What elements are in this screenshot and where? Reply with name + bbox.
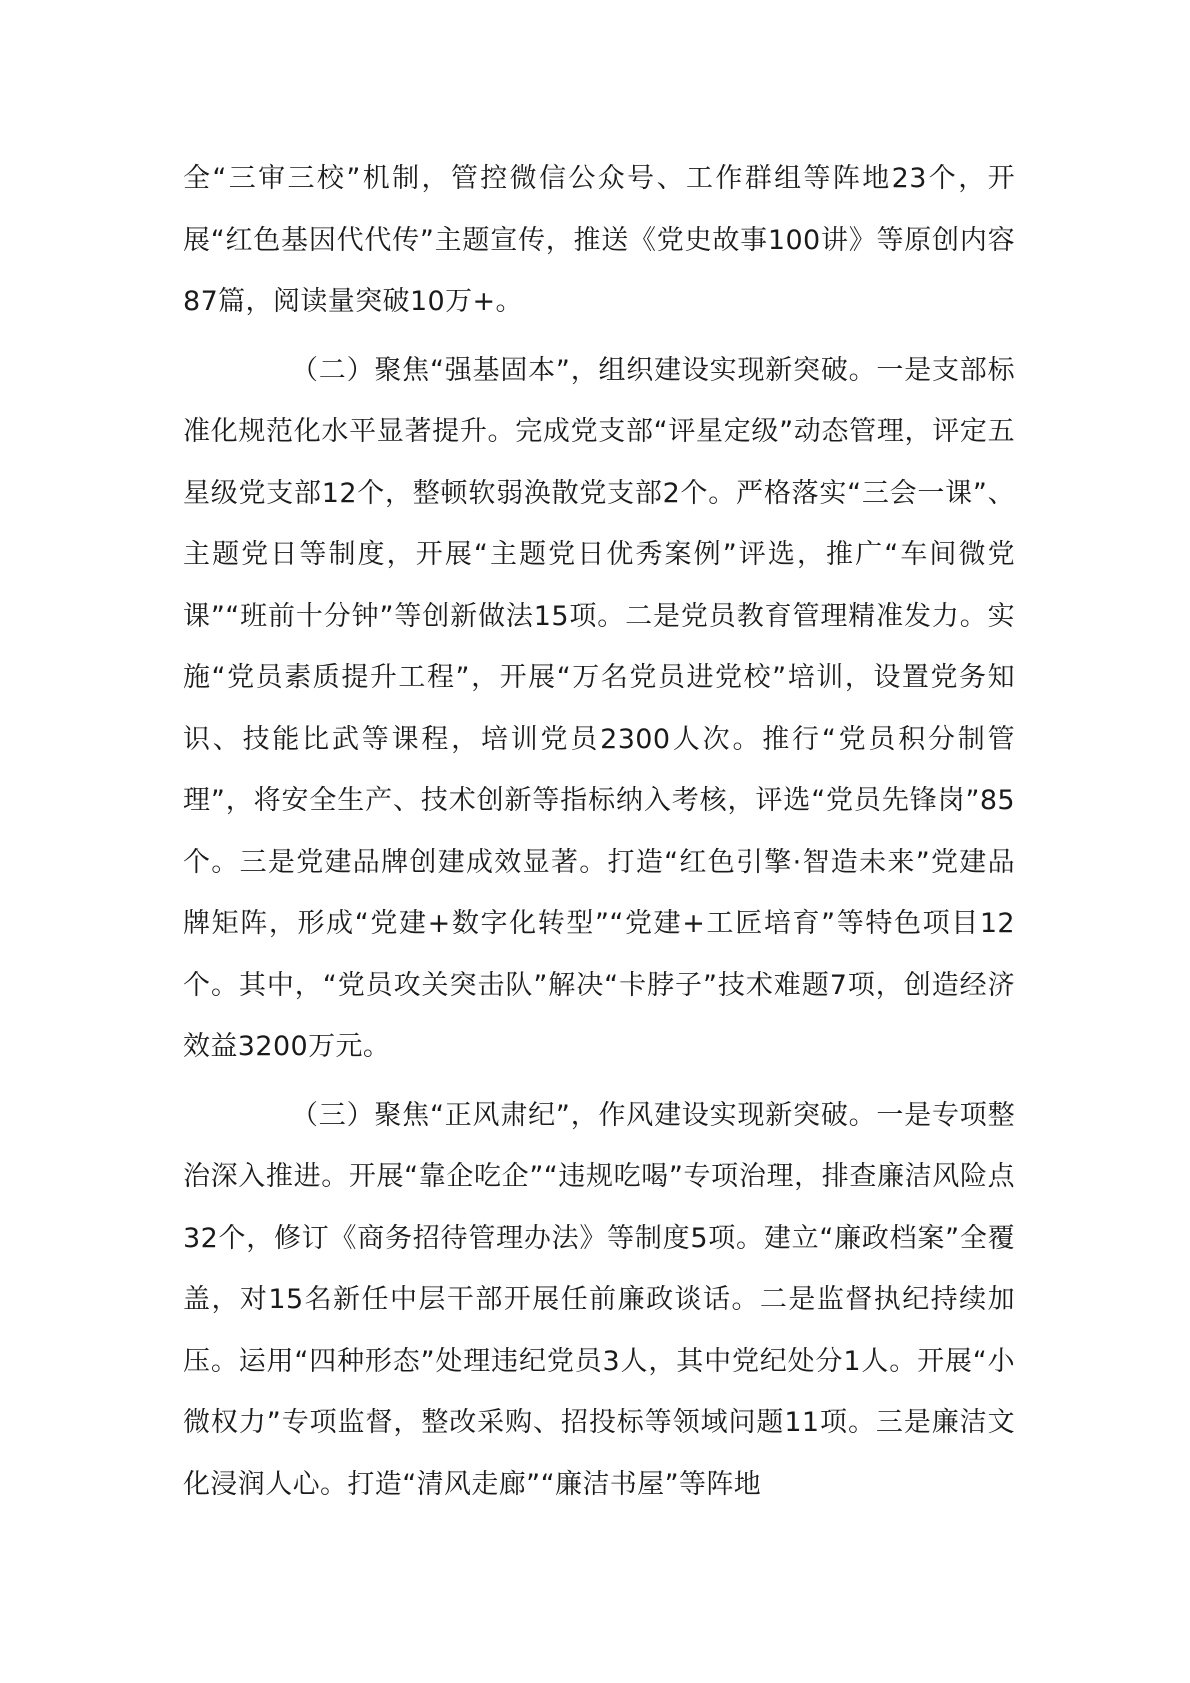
paragraph-propaganda-continued: 全“三审三校”机制，管控微信公众号、工作群组等阵地23个，开展“红色基因代代传”主题宣传，推送《党史故事100讲》等原创内容87篇，阅读量突破10万+。 bbox=[183, 163, 1015, 317]
document-body bbox=[183, 148, 1015, 1522]
paragraph-organization-building: （二）聚焦“强基固本”，组织建设实现新突破。一是支部标准化规范化水平显著提升。完成党支部“评星定级”动态管理，评定五星级党支部12个，整顿软弱涣散党支部2个。严格落实“三会一课”、主题党日等制度，开展“主题党日优秀案例”评选，推广“车间微党课”“班前十分钟”等创新做法15项。二是党员教育管理精准发力。实施“党员素质提升工程”，开展“万名党员进党校”培训，设置党务知识、技能比武等课程，培训党员2300人次。推行“党员积分制管理”，将安全生产、技术创新等指标纳入考核，评选“党员先锋岗”85个。三是党建品牌创建成效显著。打造“红色引擎·智造未来”党建品牌矩阵，形成“党建+数字化转型”“党建+工匠培育”等特色项目12个。其中，“党员攻关突击队”解决“卡脖子”技术难题7项，创造经济效益3200万元。 bbox=[183, 354, 1015, 1062]
paragraph-conduct-building: （三）聚焦“正风肃纪”，作风建设实现新突破。一是专项整治深入推进。开展“靠企吃企”“违规吃喝”专项治理，排查廉洁风险点32个，修订《商务招待管理办法》等制度5项。建立“廉政档案”全覆盖，对15名新任中层干部开展任前廉政谈话。二是监督执纪持续加压。运用“四种形态”处理违纪党员3人，其中党纪处分1人。开展“小微权力”专项监督，整改采购、招投标等领域问题11项。三是廉洁文化浸润人心。打造“清风走廊”“廉洁书屋”等阵地 bbox=[183, 1099, 1015, 1500]
